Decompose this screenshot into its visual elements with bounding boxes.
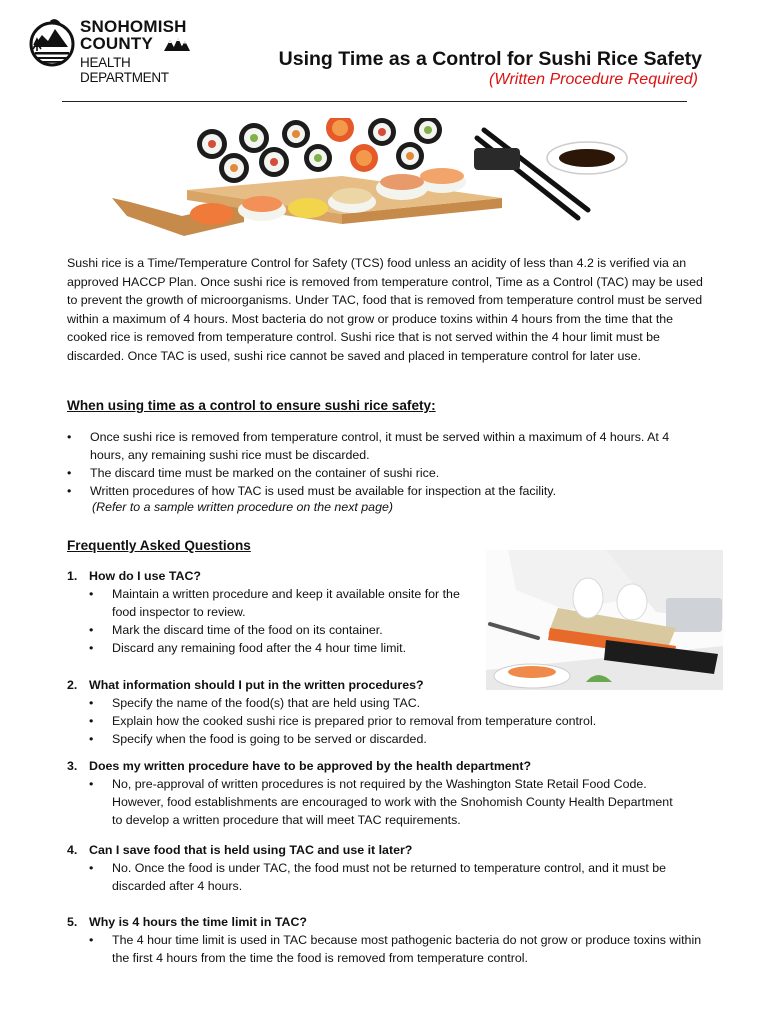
list-item: • Mark the discard time of the food on its container. [67,621,462,639]
org-name-line1: SNOHOMISH [80,17,187,36]
faq-question [67,913,717,931]
faq-item-5 [67,913,717,967]
section-heading-tac-suffix: : [431,398,436,413]
list-item: • No, pre-approval of written procedures is not required by the Washington State Retail Food Code. However, food establishments are encouraged to work with the Snohomish County Health Department to develop a written procedure that will meet TAC requirements. [67,775,679,829]
faq-number: 5. [67,915,78,929]
health-department-logo [28,16,193,85]
next-page-note: (Refer to a sample written procedure on the next page) [92,500,393,514]
header-divider [62,101,687,102]
faq-item-4 [67,841,717,895]
faq-question [67,676,717,694]
faq-question-text: Does my written procedure have to be approved by the health department? [89,759,532,773]
faq-item-2 [67,676,717,748]
sushi-platter-image [112,118,662,246]
org-name-line2: COUNTY [80,34,153,53]
faq-item-3 [67,757,717,829]
list-item: • Specify when the food is going to be served or discarded. [67,730,717,748]
faq-answer-list [67,775,679,829]
list-item: • Once sushi rice is removed from temperature control, it must be served within a maximum of 4 hours. At 4 hours, any remaining sushi rice must be discarded. [67,428,707,464]
list-item: • No. Once the food is under TAC, the food must not be returned to temperature control, and it must be discarded after 4 hours. [67,859,692,895]
faq-question-text: What information should I put in the written procedures? [89,678,424,692]
page-subtitle: (Written Procedure Required) [489,71,698,88]
faq-question-text: How do I use TAC? [89,569,201,583]
faq-question [67,841,717,859]
faq-number: 3. [67,759,78,773]
tac-bullet-list [67,428,707,500]
org-name-line3: HEALTH DEPARTMENT [80,55,169,85]
faq-question-text: Why is 4 hours the time limit in TAC? [89,915,307,929]
faq-number: 4. [67,843,78,857]
list-item: • The 4 hour time limit is used in TAC because most pathogenic bacteria do not grow or produce toxins within the first 4 hours from the time the food is removed from temperature control. [67,931,717,967]
faq-answer-list [67,931,717,967]
faq-number: 2. [67,678,78,692]
section-heading-tac-text: When using time as a control to ensure sushi rice safety [67,398,432,413]
faq-answer-list [67,859,692,895]
faq-answer-list [67,694,717,748]
list-item: • Written procedures of how TAC is used must be available for inspection at the facility. [67,482,707,500]
list-item: • Explain how the cooked sushi rice is prepared prior to removal from temperature control. [67,712,717,730]
faq-question-text: Can I save food that is held using TAC and use it later? [89,843,413,857]
faq-question [67,757,717,775]
faq-question [67,567,717,585]
faq-answer-list [67,585,462,657]
intro-paragraph: Sushi rice is a Time/Temperature Control for Safety (TCS) food unless an acidity of less than 4.2 is verified via an approved HACCP Plan. Once sushi rice is removed from temperature control, Time as a Control (TAC) may be used to prevent the growth of microorganisms. Under TAC, food that is removed from temperature control must be served within a maximum of 4 hours. Most bacteria do not grow or produce toxins within 4 hours from the time that the cooked rice is removed from temperature control. Sushi rice that is not served within the 4 hour limit must be discarded. Once TAC is used, sushi rice cannot be saved and placed in temperature control for later use. [67,256,703,363]
faq-item-1 [67,567,717,657]
faq-number: 1. [67,569,78,583]
page-title: Using Time as a Control for Sushi Rice Safety [278,48,702,70]
faq-heading: Frequently Asked Questions [67,538,251,553]
list-item: • Discard any remaining food after the 4 hour time limit. [67,639,462,657]
list-item: • Specify the name of the food(s) that are held using TAC. [67,694,717,712]
county-seal-icon [28,17,76,69]
list-item: • The discard time must be marked on the container of sushi rice. [67,464,707,482]
mountains-icon [164,37,190,51]
section-heading-tac [67,398,436,413]
list-item: • Maintain a written procedure and keep it available onsite for the food inspector to review. [67,585,462,621]
